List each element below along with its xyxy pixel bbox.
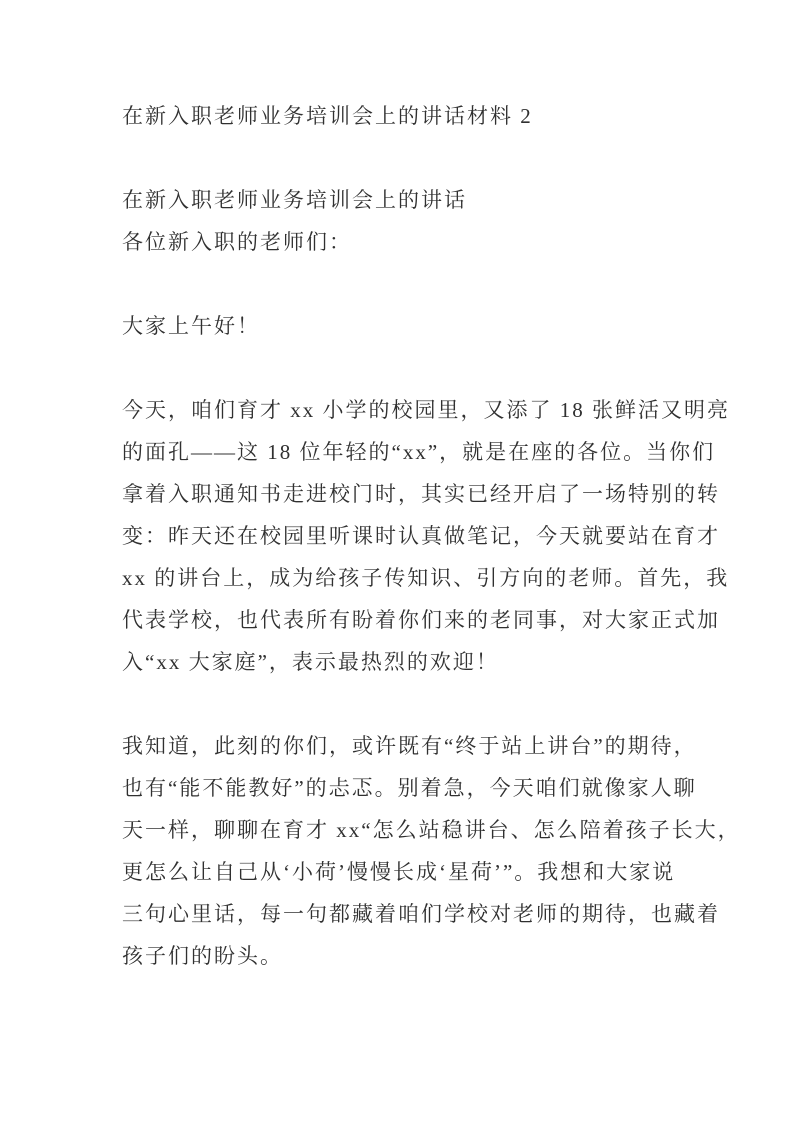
- text-line: 的面孔——这 18 位年轻的“xx”，就是在座的各位。当你们: [122, 440, 716, 464]
- text-line: 天一样，聊聊在育才 xx“怎么站稳讲台、怎么陪着孩子长大，: [122, 818, 741, 842]
- text-line: 各位新入职的老师们：: [122, 230, 352, 254]
- text-line: 三句心里话，每一句都藏着咱们学校对老师的期待，也藏着: [122, 902, 720, 926]
- text-line: 入“xx 大家庭”，表示最热烈的欢迎！: [122, 650, 499, 674]
- text-line: 变：昨天还在校园里听课时认真做笔记，今天就要站在育才: [122, 524, 720, 548]
- speech-heading: [122, 179, 703, 263]
- text-line: 在新入职老师业务培训会上的讲话材料 2: [122, 104, 533, 128]
- text-line: 也有“能不能教好”的忐忑。别着急，今天咱们就像家人聊: [122, 776, 697, 800]
- text-line: 大家上午好！: [122, 314, 260, 338]
- text-line: 今天，咱们育才 xx 小学的校园里，又添了 18 张鲜活又明亮: [122, 398, 730, 422]
- document-title: [122, 95, 703, 137]
- paragraph-2: [122, 725, 741, 977]
- text-line: 更怎么让自己从‘小荷’慢慢长成‘星荷’”。我想和大家说: [122, 860, 676, 884]
- text-line: 在新入职老师业务培训会上的讲话: [122, 188, 467, 212]
- text-line: 我知道，此刻的你们，或许既有“终于站上讲台”的期待，: [122, 734, 697, 758]
- paragraph-1: [122, 389, 730, 683]
- greeting: [122, 305, 703, 347]
- text-line: 拿着入职通知书走进校门时，其实已经开启了一场特别的转: [122, 482, 720, 506]
- text-line: xx 的讲台上，成为给孩子传知识、引方向的老师。首先，我: [122, 566, 730, 590]
- document-body: [122, 95, 741, 977]
- text-line: 代表学校，也代表所有盼着你们来的老同事，对大家正式加: [122, 608, 720, 632]
- text-line: 孩子们的盼头。: [122, 944, 283, 968]
